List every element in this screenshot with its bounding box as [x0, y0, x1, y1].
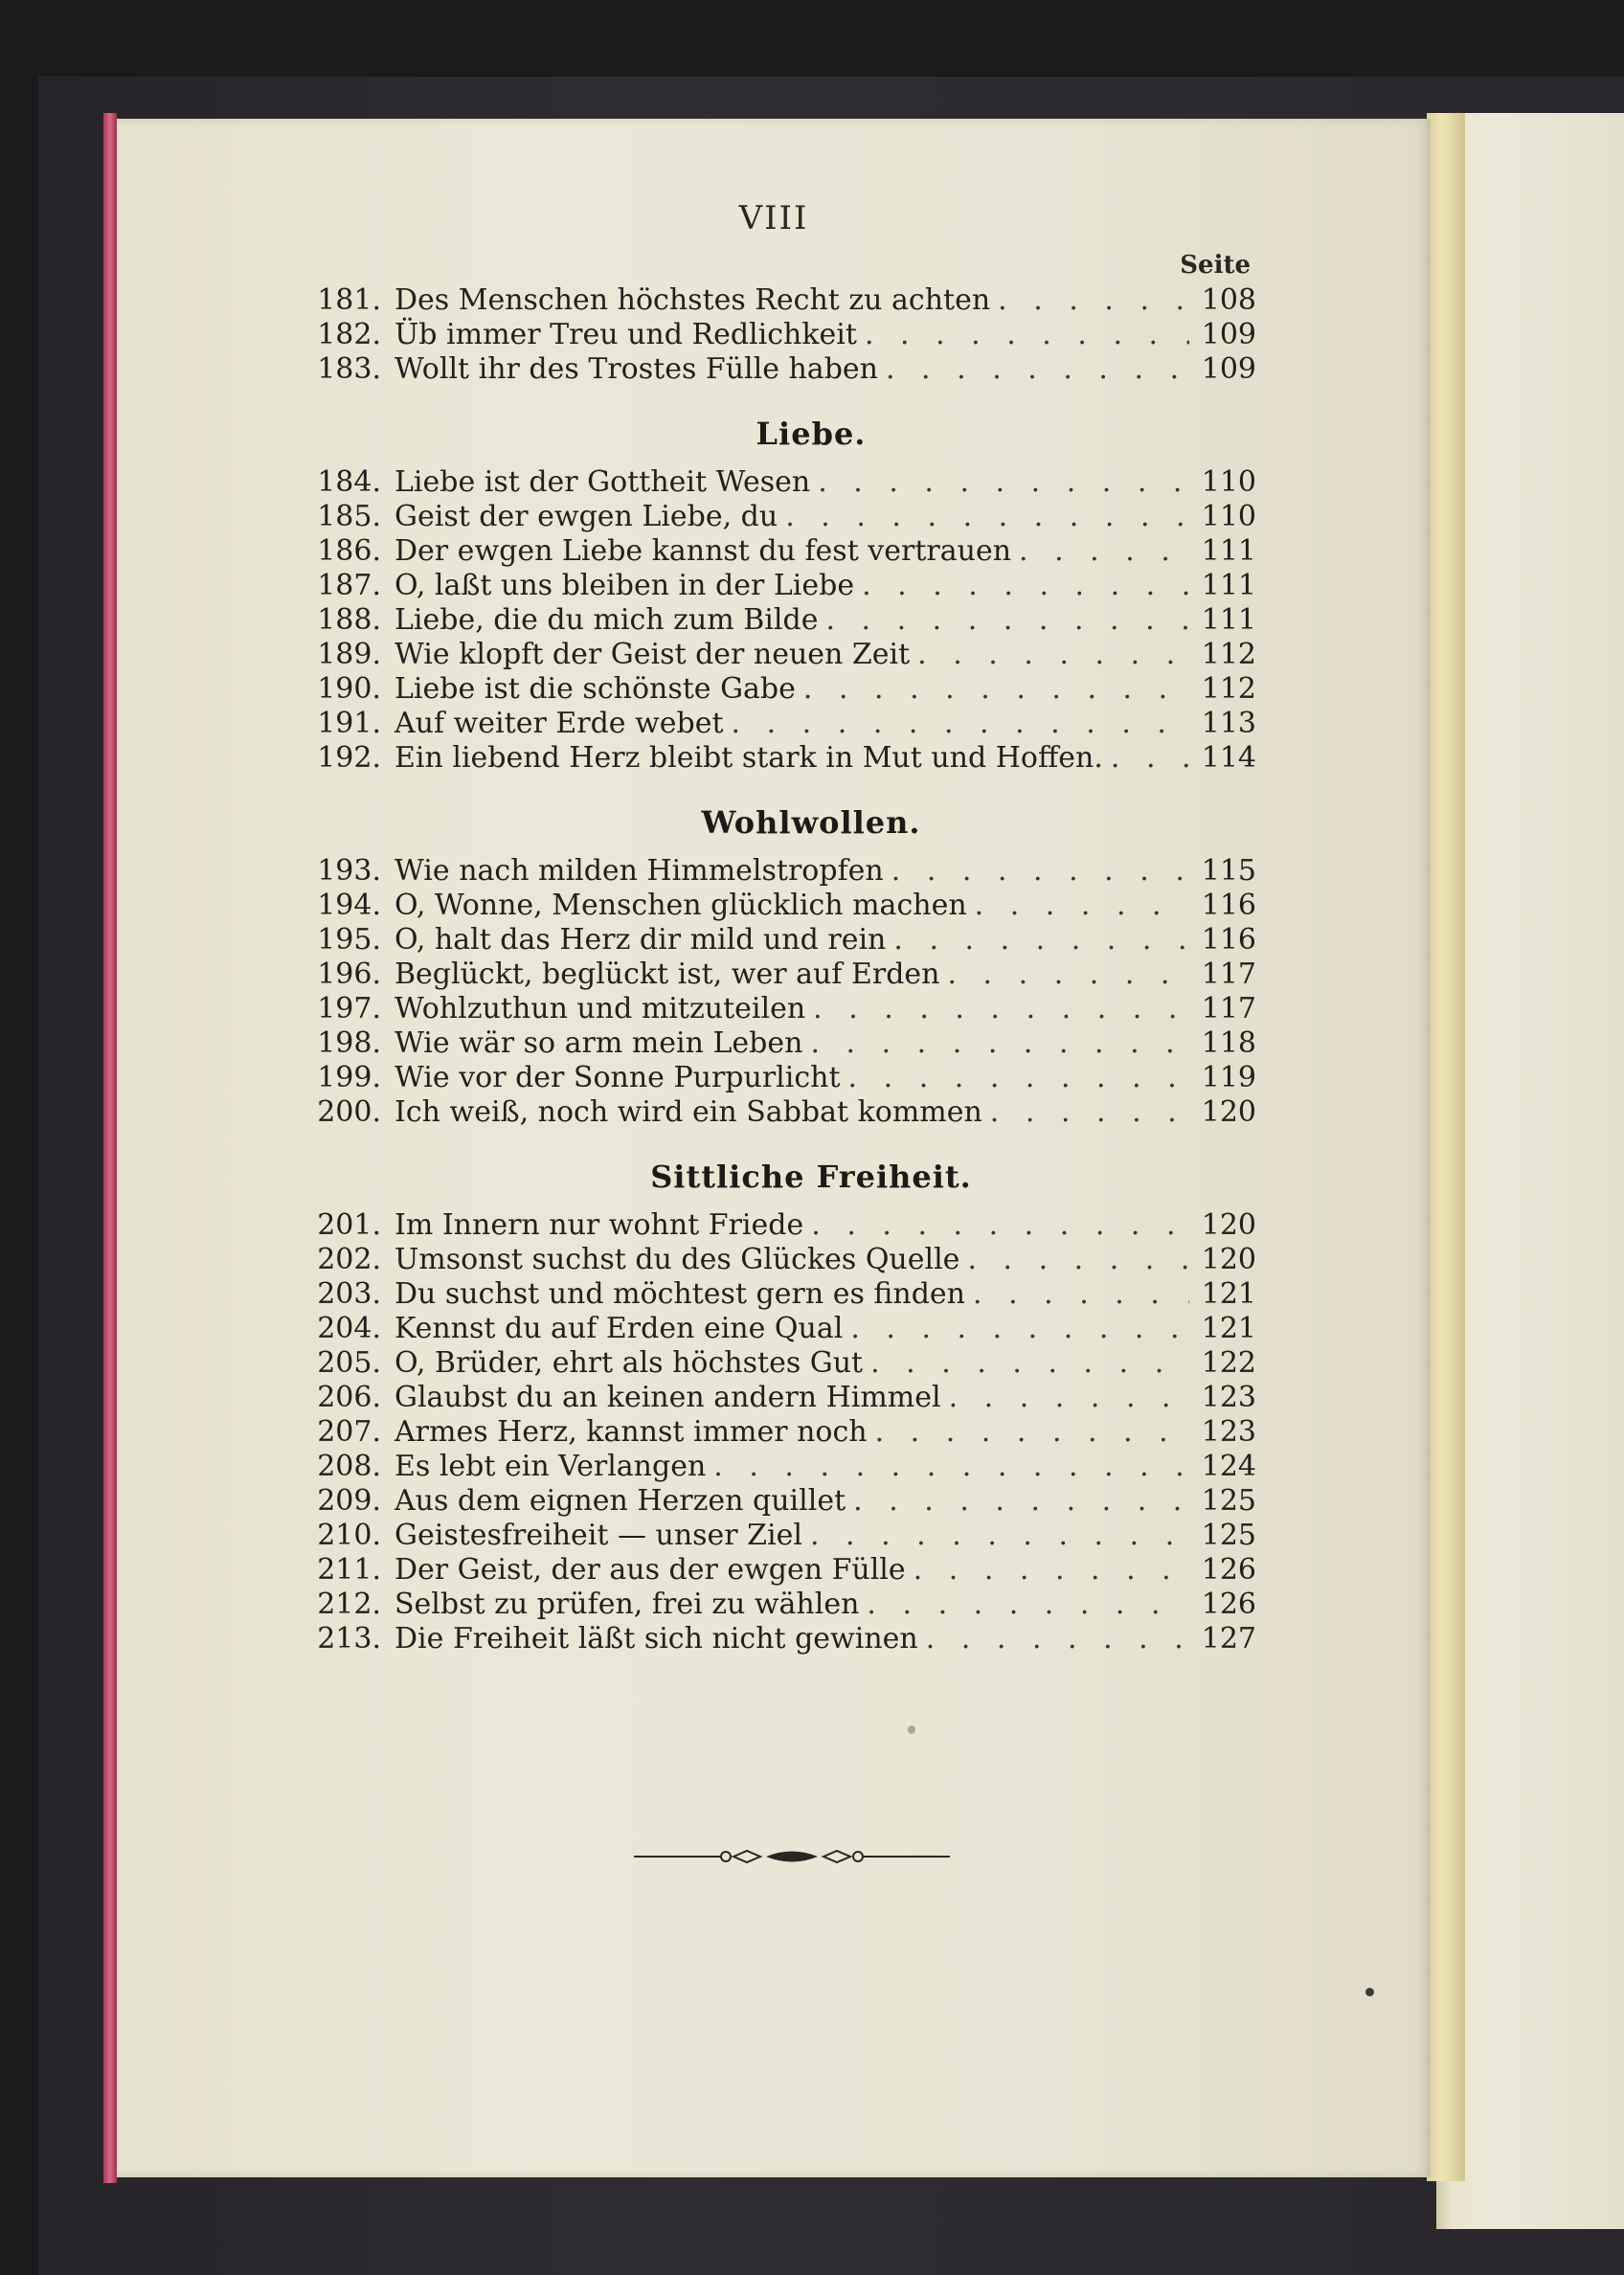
entry-number: 201. — [317, 1208, 381, 1242]
entry-title: Wie nach milden Himmelstropfen — [395, 854, 884, 888]
dot-leader — [941, 1381, 1189, 1415]
entry-title: O, Wonne, Menschen glücklich machen — [395, 889, 967, 922]
ornament-divider — [634, 1842, 950, 1871]
list-item — [299, 465, 1256, 500]
entry-number: 182. — [317, 318, 381, 351]
entry-title: Im Innern nur wohnt Friede — [395, 1208, 804, 1242]
dot-leader — [802, 1026, 1189, 1061]
list-item — [299, 1381, 1256, 1415]
entry-number: 188. — [317, 603, 381, 637]
entry-title: Üb immer Treu und Redlichkeit — [395, 318, 857, 351]
entry-number: 185. — [317, 500, 381, 533]
dot-leader — [868, 1415, 1189, 1450]
entry-title: Wie klopft der Geist der neuen Zeit — [395, 638, 911, 671]
entry-title: Selbst zu prüfen, frei zu wählen — [395, 1588, 860, 1621]
entry-number: 189. — [317, 638, 381, 671]
spine-edge — [103, 113, 117, 2183]
entry-number: 212. — [317, 1588, 381, 1621]
list-item — [299, 1277, 1256, 1312]
entry-title: Ich weiß, noch wird ein Sabbat kommen — [395, 1095, 982, 1129]
page-number: VIII — [738, 199, 809, 237]
entry-title: Du suchst und möchtest gern es finden — [395, 1277, 966, 1311]
entry-title: Es lebt ein Verlangen — [395, 1450, 707, 1483]
entry-title: Armes Herz, kannst immer noch — [395, 1415, 868, 1449]
entry-title: Kennst du auf Erden eine Qual — [395, 1312, 844, 1345]
dot-leader — [841, 1061, 1189, 1095]
entry-page: 110 — [1201, 465, 1256, 499]
entry-title: Des Menschen höchstes Recht zu achten — [395, 283, 991, 317]
entry-page: 119 — [1201, 1061, 1256, 1094]
page-smudge — [1365, 1988, 1374, 1996]
list-item — [299, 672, 1256, 707]
entry-title: Liebe, die du mich zum Bilde — [395, 603, 819, 637]
entry-title: Glaubst du an keinen andern Himmel — [395, 1381, 941, 1414]
entry-number: 200. — [317, 1095, 381, 1129]
entry-page: 108 — [1201, 283, 1256, 317]
dot-leader — [886, 923, 1189, 957]
list-item — [299, 1346, 1256, 1381]
page-smudge — [908, 1725, 915, 1734]
list-item — [299, 923, 1256, 957]
dot-leader — [778, 500, 1189, 534]
entry-title: Wie vor der Sonne Purpurlicht — [395, 1061, 841, 1094]
list-item — [299, 741, 1256, 776]
entry-page: 117 — [1201, 957, 1256, 991]
entry-number: 198. — [317, 1026, 381, 1060]
entry-number: 190. — [317, 672, 381, 706]
entry-title: Beglückt, beglückt ist, wer auf Erden — [395, 957, 940, 991]
entry-number: 202. — [317, 1243, 381, 1276]
entry-page: 122 — [1201, 1346, 1256, 1380]
list-item — [299, 534, 1256, 569]
dot-leader — [959, 1243, 1189, 1277]
dot-leader — [990, 283, 1189, 318]
dot-leader — [843, 1312, 1189, 1346]
dot-leader — [884, 854, 1189, 889]
list-item — [299, 1622, 1256, 1656]
list-item — [299, 1208, 1256, 1243]
dot-leader — [803, 1208, 1189, 1243]
entry-page: 120 — [1201, 1095, 1256, 1129]
entry-number: 194. — [317, 889, 381, 922]
entry-title: Der Geist, der aus der ewgen Fülle — [395, 1553, 906, 1587]
dot-leader — [796, 672, 1189, 707]
entry-title: Die Freiheit läßt sich nicht gewinen — [395, 1622, 918, 1656]
list-item — [299, 1243, 1256, 1277]
entry-page: 124 — [1201, 1450, 1256, 1483]
dot-leader — [857, 318, 1189, 352]
entry-title: Liebe ist der Gottheit Wesen — [395, 465, 811, 499]
entry-page: 118 — [1201, 1026, 1256, 1060]
list-item — [299, 1484, 1256, 1519]
dot-leader — [810, 465, 1189, 500]
list-item — [299, 707, 1256, 741]
entry-title: Wohlzuthun und mitzuteilen — [395, 992, 806, 1025]
entry-page: 113 — [1201, 707, 1256, 740]
list-item — [299, 854, 1256, 889]
entry-number: 186. — [317, 534, 381, 568]
section-heading: Wohlwollen. — [701, 804, 921, 841]
entry-title: O, halt das Herz dir mild und rein — [395, 923, 887, 957]
entry-page: 111 — [1201, 569, 1256, 602]
entry-number: 204. — [317, 1312, 381, 1345]
entry-page: 123 — [1201, 1415, 1256, 1449]
entry-title: Der ewgen Liebe kannst du fest vertrauen — [395, 534, 1012, 568]
entry-title: O, laßt uns bleiben in der Liebe — [395, 569, 855, 602]
page-column-heading: Seite — [1180, 251, 1251, 280]
list-item — [299, 1553, 1256, 1588]
entry-number: 208. — [317, 1450, 381, 1483]
list-item — [299, 889, 1256, 923]
entry-page: 117 — [1201, 992, 1256, 1025]
entry-page: 116 — [1201, 889, 1256, 922]
list-item — [299, 992, 1256, 1026]
entry-page: 110 — [1201, 500, 1256, 533]
entry-number: 193. — [317, 854, 381, 888]
entry-title: Geistesfreiheit — unser Ziel — [395, 1519, 802, 1552]
section-heading: Liebe. — [756, 416, 867, 452]
dot-leader — [918, 1622, 1189, 1656]
list-item — [299, 352, 1256, 387]
entry-number: 187. — [317, 569, 381, 602]
list-item — [299, 1450, 1256, 1484]
entry-number: 210. — [317, 1519, 381, 1552]
entry-page: 109 — [1201, 318, 1256, 351]
dot-leader — [805, 992, 1189, 1026]
dot-leader — [846, 1484, 1189, 1519]
dot-leader — [910, 638, 1189, 672]
entry-number: 181. — [317, 283, 381, 317]
entry-title: Geist der ewgen Liebe, du — [395, 500, 778, 533]
entry-page: 126 — [1201, 1553, 1256, 1587]
dot-leader — [724, 707, 1189, 741]
list-item — [299, 283, 1256, 318]
entry-page: 112 — [1201, 638, 1256, 671]
entry-number: 195. — [317, 923, 381, 957]
entry-number: 207. — [317, 1415, 381, 1449]
list-item — [299, 638, 1256, 672]
entry-page: 125 — [1201, 1519, 1256, 1552]
dot-leader — [1103, 741, 1189, 776]
list-item — [299, 318, 1256, 352]
dot-leader — [939, 957, 1189, 992]
entry-title: O, Brüder, ehrt als höchstes Gut — [395, 1346, 864, 1380]
entry-number: 203. — [317, 1277, 381, 1311]
list-item — [299, 1415, 1256, 1450]
entry-title: Ein liebend Herz bleibt stark in Mut und Hoffen. — [395, 741, 1103, 775]
entry-title: Aus dem eignen Herzen quillet — [395, 1484, 846, 1518]
section-heading: Sittliche Freiheit. — [650, 1159, 972, 1195]
entry-page: 120 — [1201, 1208, 1256, 1242]
list-item — [299, 1588, 1256, 1622]
entry-page: 109 — [1201, 352, 1256, 386]
entry-number: 213. — [317, 1622, 381, 1656]
entry-number: 197. — [317, 992, 381, 1025]
entry-number: 209. — [317, 1484, 381, 1518]
entry-page: 115 — [1201, 854, 1256, 888]
list-item — [299, 603, 1256, 638]
entry-title: Wie wär so arm mein Leben — [395, 1026, 803, 1060]
list-item — [299, 1026, 1256, 1061]
entry-page: 126 — [1201, 1588, 1256, 1621]
list-item — [299, 1312, 1256, 1346]
entry-page: 112 — [1201, 672, 1256, 706]
page-edge — [1427, 113, 1465, 2181]
entry-number: 183. — [317, 352, 381, 386]
list-item — [299, 500, 1256, 534]
dot-leader — [802, 1519, 1189, 1553]
dot-leader — [906, 1553, 1189, 1588]
list-item — [299, 957, 1256, 992]
list-item — [299, 1061, 1256, 1095]
dot-leader — [859, 1588, 1189, 1622]
list-item — [299, 1095, 1256, 1130]
entry-page: 127 — [1201, 1622, 1256, 1656]
entry-page: 125 — [1201, 1484, 1256, 1518]
entry-title: Liebe ist die schönste Gabe — [395, 672, 796, 706]
entry-number: 191. — [317, 707, 381, 740]
entry-page: 123 — [1201, 1381, 1256, 1414]
dot-leader — [967, 889, 1189, 923]
entry-page: 121 — [1201, 1277, 1256, 1311]
entry-title: Wollt ihr des Trostes Fülle haben — [395, 352, 878, 386]
entry-page: 121 — [1201, 1312, 1256, 1345]
entry-page: 111 — [1201, 534, 1256, 568]
entry-number: 211. — [317, 1553, 381, 1587]
list-item — [299, 1519, 1256, 1553]
dot-leader — [982, 1095, 1189, 1130]
entry-number: 206. — [317, 1381, 381, 1414]
entry-page: 111 — [1201, 603, 1256, 637]
dot-leader — [706, 1450, 1189, 1484]
entry-page: 120 — [1201, 1243, 1256, 1276]
book-page — [117, 119, 1431, 2177]
entry-number: 199. — [317, 1061, 381, 1094]
dot-leader — [818, 603, 1189, 638]
dot-leader — [1011, 534, 1189, 569]
entry-page: 114 — [1201, 741, 1256, 775]
table-of-contents — [299, 283, 1256, 1656]
dot-leader — [863, 1346, 1189, 1381]
entry-number: 196. — [317, 957, 381, 991]
entry-number: 205. — [317, 1346, 381, 1380]
dot-leader — [878, 352, 1189, 387]
list-item — [299, 569, 1256, 603]
dot-leader — [965, 1277, 1189, 1312]
entry-number: 192. — [317, 741, 381, 775]
dot-leader — [854, 569, 1189, 603]
entry-page: 116 — [1201, 923, 1256, 957]
entry-title: Auf weiter Erde webet — [395, 707, 724, 740]
entry-number: 184. — [317, 465, 381, 499]
entry-title: Umsonst suchst du des Glückes Quelle — [395, 1243, 960, 1276]
